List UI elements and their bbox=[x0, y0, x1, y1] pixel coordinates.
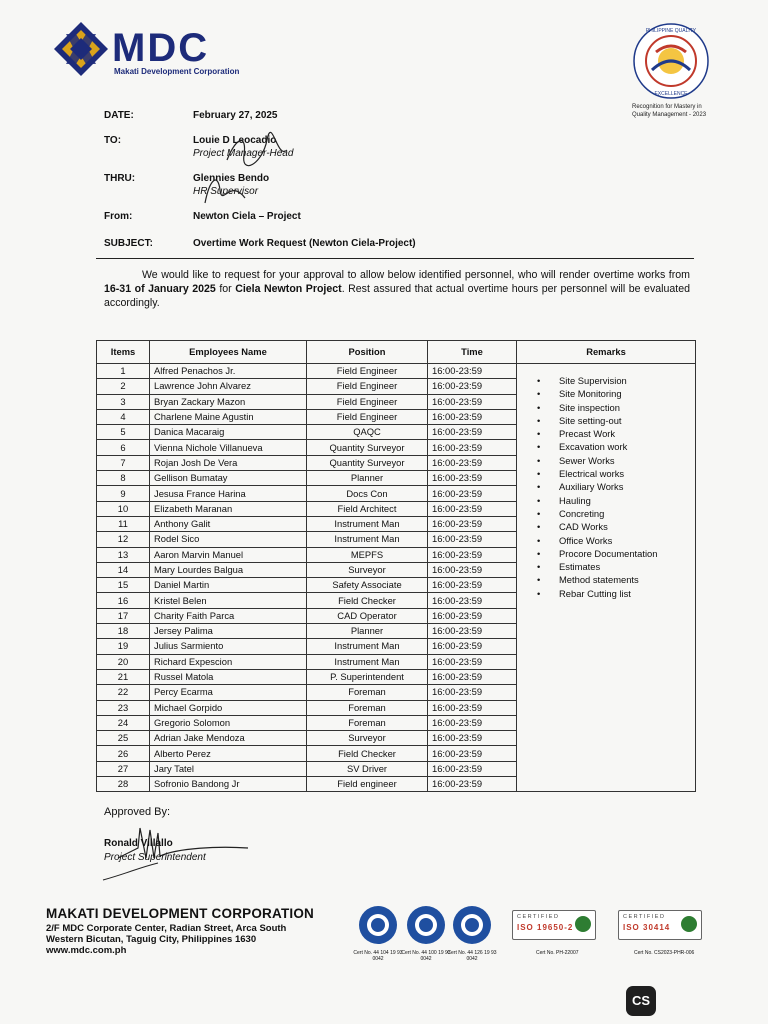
row-time: 16:00-23:59 bbox=[428, 486, 517, 501]
row-item-number: 21 bbox=[97, 669, 150, 684]
footer-company-name: MAKATI DEVELOPMENT CORPORATION bbox=[46, 906, 314, 921]
mdc-logo-icon bbox=[52, 20, 110, 78]
row-item-number: 26 bbox=[97, 746, 150, 761]
thru-label: THRU: bbox=[104, 173, 136, 184]
cert-number: Cert No. 44 104 19 93 0042 bbox=[353, 950, 403, 962]
row-employee-name: Elizabeth Maranan bbox=[150, 501, 307, 516]
row-employee-name: Aaron Marvin Manuel bbox=[150, 547, 307, 562]
row-time: 16:00-23:59 bbox=[428, 364, 517, 379]
to-title: Project Manager-Head bbox=[193, 148, 294, 159]
row-employee-name: Russel Matola bbox=[150, 669, 307, 684]
approved-by-label: Approved By: bbox=[104, 806, 171, 818]
row-item-number: 23 bbox=[97, 700, 150, 715]
row-item-number: 19 bbox=[97, 639, 150, 654]
row-time: 16:00-23:59 bbox=[428, 578, 517, 593]
row-time: 16:00-23:59 bbox=[428, 394, 517, 409]
iso-19650-badge: CERTIFIED ISO 19650-2 bbox=[512, 910, 596, 940]
from-label: From: bbox=[104, 211, 133, 222]
row-position: Field Checker bbox=[307, 593, 428, 608]
row-employee-name: Charlene Maine Agustin bbox=[150, 409, 307, 424]
row-employee-name: Alfred Penachos Jr. bbox=[150, 364, 307, 379]
row-position: Field Architect bbox=[307, 501, 428, 516]
row-employee-name: Richard Expescion bbox=[150, 654, 307, 669]
remarks-list-item: • Rebar Cutting list bbox=[537, 587, 691, 600]
remarks-list-item: • Office Works bbox=[537, 534, 691, 547]
row-item-number: 10 bbox=[97, 501, 150, 516]
remarks-list-item: • Method statements bbox=[537, 573, 691, 586]
row-employee-name: Alberto Perez bbox=[150, 746, 307, 761]
row-employee-name: Julius Sarmiento bbox=[150, 639, 307, 654]
row-employee-name: Percy Ecarma bbox=[150, 685, 307, 700]
header-position: Position bbox=[307, 341, 428, 364]
remarks-list-item: • Site setting-out bbox=[537, 414, 691, 427]
remarks-list-item: • Sewer Works bbox=[537, 454, 691, 467]
row-time: 16:00-23:59 bbox=[428, 715, 517, 730]
row-position: Quantity Surveyor bbox=[307, 455, 428, 470]
row-employee-name: Mary Lourdes Balgua bbox=[150, 562, 307, 577]
row-time: 16:00-23:59 bbox=[428, 440, 517, 455]
row-position: Instrument Man bbox=[307, 516, 428, 531]
row-item-number: 12 bbox=[97, 532, 150, 547]
row-employee-name: Gellison Bumatay bbox=[150, 471, 307, 486]
iso-seal-icon bbox=[575, 916, 591, 932]
row-time: 16:00-23:59 bbox=[428, 685, 517, 700]
row-position: Field Engineer bbox=[307, 364, 428, 379]
table-header-row bbox=[97, 341, 696, 364]
row-item-number: 13 bbox=[97, 547, 150, 562]
iso-seal-icon bbox=[681, 916, 697, 932]
row-time: 16:00-23:59 bbox=[428, 669, 517, 684]
row-position: Field engineer bbox=[307, 777, 428, 792]
row-position: Surveyor bbox=[307, 731, 428, 746]
row-position: P. Superintendent bbox=[307, 669, 428, 684]
row-time: 16:00-23:59 bbox=[428, 777, 517, 792]
row-employee-name: Charity Faith Parca bbox=[150, 608, 307, 623]
iso-cert-number: Cert No. CS2023-PHR-006 bbox=[634, 950, 695, 956]
row-time: 16:00-23:59 bbox=[428, 409, 517, 424]
remarks-list-item: • Electrical works bbox=[537, 467, 691, 480]
quality-award-seal-icon bbox=[632, 22, 710, 100]
row-employee-name: Michael Gorpido bbox=[150, 700, 307, 715]
thru-signature-icon bbox=[200, 168, 250, 208]
cert-number: Cert No. 44 126 19 93 0042 bbox=[447, 950, 497, 962]
header-time: Time bbox=[428, 341, 517, 364]
row-item-number: 20 bbox=[97, 654, 150, 669]
row-position: MEPFS bbox=[307, 547, 428, 562]
thru-title: HR Supervisor bbox=[193, 186, 259, 197]
row-item-number: 3 bbox=[97, 394, 150, 409]
iso-cert-number: Cert No. PH-22007 bbox=[536, 950, 579, 956]
row-employee-name: Sofronio Bandong Jr bbox=[150, 777, 307, 792]
row-time: 16:00-23:59 bbox=[428, 639, 517, 654]
thru-name: Glennies Bendo bbox=[193, 173, 270, 184]
cert-number: Cert No. 44 100 19 93 0042 bbox=[401, 950, 451, 962]
row-item-number: 1 bbox=[97, 364, 150, 379]
row-position: Instrument Man bbox=[307, 654, 428, 669]
row-employee-name: Gregorio Solomon bbox=[150, 715, 307, 730]
row-time: 16:00-23:59 bbox=[428, 761, 517, 776]
row-position: Field Engineer bbox=[307, 379, 428, 394]
row-position: Field Engineer bbox=[307, 394, 428, 409]
row-position: Instrument Man bbox=[307, 639, 428, 654]
row-employee-name: Adrian Jake Mendoza bbox=[150, 731, 307, 746]
row-item-number: 22 bbox=[97, 685, 150, 700]
row-time: 16:00-23:59 bbox=[428, 516, 517, 531]
row-time: 16:00-23:59 bbox=[428, 532, 517, 547]
row-time: 16:00-23:59 bbox=[428, 700, 517, 715]
row-position: CAD Operator bbox=[307, 608, 428, 623]
row-employee-name: Lawrence John Alvarez bbox=[150, 379, 307, 394]
row-employee-name: Rodel Sico bbox=[150, 532, 307, 547]
row-position: Safety Associate bbox=[307, 578, 428, 593]
row-time: 16:00-23:59 bbox=[428, 608, 517, 623]
row-employee-name: Bryan Zackary Mazon bbox=[150, 394, 307, 409]
row-position: Foreman bbox=[307, 700, 428, 715]
subject-value: Overtime Work Request (Newton Ciela-Project) bbox=[193, 238, 416, 249]
remarks-list-item: • Auxiliary Works bbox=[537, 480, 691, 493]
remarks-cell bbox=[517, 364, 696, 792]
row-item-number: 8 bbox=[97, 471, 150, 486]
row-item-number: 28 bbox=[97, 777, 150, 792]
row-time: 16:00-23:59 bbox=[428, 593, 517, 608]
iso-30414-badge: CERTIFIED ISO 30414 bbox=[618, 910, 702, 940]
certification-seal-icon bbox=[358, 905, 398, 945]
remarks-list-item: • CAD Works bbox=[537, 520, 691, 533]
row-position: Docs Con bbox=[307, 486, 428, 501]
row-time: 16:00-23:59 bbox=[428, 379, 517, 394]
row-employee-name: Anthony Galit bbox=[150, 516, 307, 531]
row-item-number: 18 bbox=[97, 624, 150, 639]
row-employee-name: Jary Tatel bbox=[150, 761, 307, 776]
date-label: DATE: bbox=[104, 110, 134, 121]
intro-paragraph: We would like to request for your approval to allow below identified personnel, who will render overtime works from 16-31 of January 2025 for Ciela Newton Project. Rest assured that actual overtime hours per personnel will be evaluated accordingly. bbox=[104, 269, 690, 309]
row-position: Planner bbox=[307, 471, 428, 486]
date-value: February 27, 2025 bbox=[193, 110, 278, 121]
to-signature-icon bbox=[222, 130, 292, 170]
row-item-number: 17 bbox=[97, 608, 150, 623]
logo-wordmark: MDC bbox=[112, 26, 210, 70]
row-time: 16:00-23:59 bbox=[428, 501, 517, 516]
remarks-list bbox=[537, 374, 691, 600]
row-employee-name: Danica Macaraig bbox=[150, 425, 307, 440]
row-item-number: 4 bbox=[97, 409, 150, 424]
row-time: 16:00-23:59 bbox=[428, 746, 517, 761]
footer-address: 2/F MDC Corporate Center, Radian Street, Arca South Western Bicutan, Taguig City, Philippines 1630 www.mdc.com.ph bbox=[46, 923, 336, 956]
remarks-list-item: • Concreting bbox=[537, 507, 691, 520]
row-position: Instrument Man bbox=[307, 532, 428, 547]
row-item-number: 7 bbox=[97, 455, 150, 470]
header-divider bbox=[96, 258, 694, 259]
table-row bbox=[97, 364, 696, 379]
footer-website: www.mdc.com.ph bbox=[46, 945, 127, 956]
row-employee-name: Rojan Josh De Vera bbox=[150, 455, 307, 470]
row-position: Foreman bbox=[307, 715, 428, 730]
row-item-number: 25 bbox=[97, 731, 150, 746]
remarks-list-item: • Estimates bbox=[537, 560, 691, 573]
remarks-list-item: • Site Monitoring bbox=[537, 387, 691, 400]
row-time: 16:00-23:59 bbox=[428, 455, 517, 470]
header-items: Items bbox=[97, 341, 150, 364]
remarks-list-item: • Precast Work bbox=[537, 427, 691, 440]
subject-label: SUBJECT: bbox=[104, 238, 153, 249]
header-remarks: Remarks bbox=[517, 341, 696, 364]
to-label: TO: bbox=[104, 135, 122, 146]
approver-name: Ronald Villallo bbox=[104, 838, 173, 849]
row-employee-name: Jersey Palima bbox=[150, 624, 307, 639]
row-employee-name: Jesusa France Harina bbox=[150, 486, 307, 501]
header-employee-name: Employees Name bbox=[150, 341, 307, 364]
row-item-number: 2 bbox=[97, 379, 150, 394]
certification-seal-icon bbox=[452, 905, 492, 945]
to-name: Louie D Leocadio bbox=[193, 135, 277, 146]
row-position: Surveyor bbox=[307, 562, 428, 577]
award-note: Recognition for Mastery in Quality Management - 2023 bbox=[632, 104, 707, 118]
row-time: 16:00-23:59 bbox=[428, 654, 517, 669]
remarks-list-item: • Site inspection bbox=[537, 401, 691, 414]
row-item-number: 6 bbox=[97, 440, 150, 455]
row-time: 16:00-23:59 bbox=[428, 562, 517, 577]
row-position: Planner bbox=[307, 624, 428, 639]
row-position: SV Driver bbox=[307, 761, 428, 776]
remarks-list-item: • Excavation work bbox=[537, 440, 691, 453]
svg-text:PHILIPPINE QUALITY: PHILIPPINE QUALITY bbox=[645, 28, 697, 34]
row-position: Quantity Surveyor bbox=[307, 440, 428, 455]
row-item-number: 11 bbox=[97, 516, 150, 531]
from-value: Newton Ciela – Project bbox=[193, 211, 301, 222]
row-time: 16:00-23:59 bbox=[428, 624, 517, 639]
row-time: 16:00-23:59 bbox=[428, 425, 517, 440]
row-employee-name: Vienna Nichole Villanueva bbox=[150, 440, 307, 455]
svg-text:EXCELLENCE: EXCELLENCE bbox=[654, 91, 688, 97]
row-time: 16:00-23:59 bbox=[428, 731, 517, 746]
row-item-number: 27 bbox=[97, 761, 150, 776]
logo-subtitle: Makati Development Corporation bbox=[114, 67, 240, 76]
remarks-list-item: • Site Supervision bbox=[537, 374, 691, 387]
row-item-number: 24 bbox=[97, 715, 150, 730]
overtime-personnel-table bbox=[96, 340, 696, 792]
row-time: 16:00-23:59 bbox=[428, 471, 517, 486]
row-position: QAQC bbox=[307, 425, 428, 440]
approver-title: Project Superintendent bbox=[104, 852, 206, 863]
row-position: Field Checker bbox=[307, 746, 428, 761]
row-item-number: 16 bbox=[97, 593, 150, 608]
row-item-number: 15 bbox=[97, 578, 150, 593]
row-item-number: 14 bbox=[97, 562, 150, 577]
row-employee-name: Kristel Belen bbox=[150, 593, 307, 608]
remarks-list-item: • Procore Documentation bbox=[537, 547, 691, 560]
certification-seal-icon bbox=[406, 905, 446, 945]
remarks-list-item: • Hauling bbox=[537, 494, 691, 507]
row-item-number: 9 bbox=[97, 486, 150, 501]
row-time: 16:00-23:59 bbox=[428, 547, 517, 562]
row-item-number: 5 bbox=[97, 425, 150, 440]
row-employee-name: Daniel Martin bbox=[150, 578, 307, 593]
row-position: Field Engineer bbox=[307, 409, 428, 424]
camscanner-badge-icon[interactable]: CS bbox=[626, 986, 656, 1016]
row-position: Foreman bbox=[307, 685, 428, 700]
